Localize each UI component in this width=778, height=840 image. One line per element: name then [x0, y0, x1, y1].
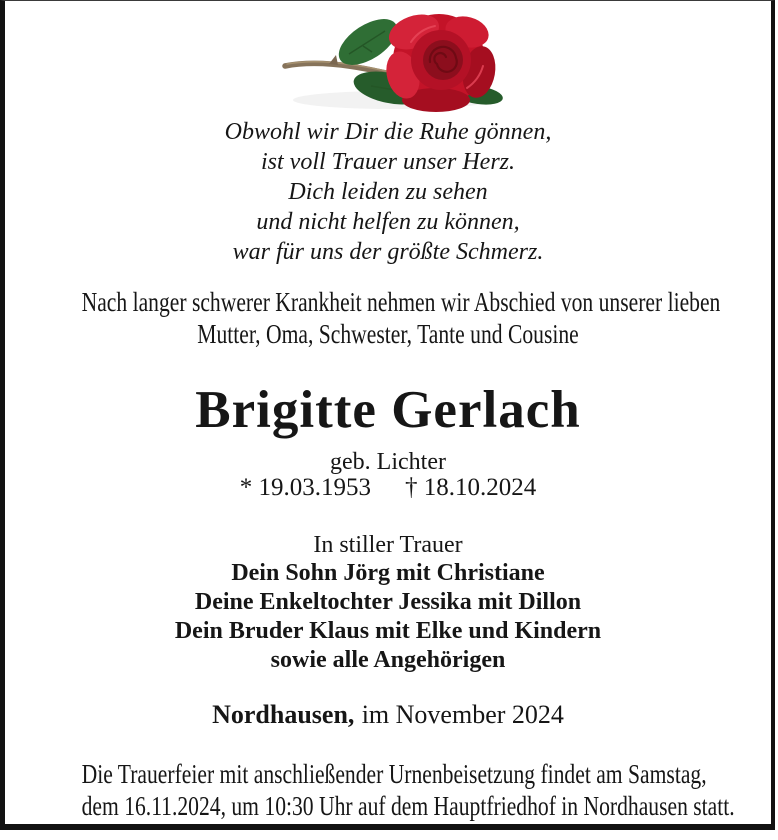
poem-line: war für uns der größte Schmerz.: [232, 239, 544, 265]
mourner-line: Dein Bruder Klaus mit Elke und Kindern: [174, 618, 602, 644]
mourner-line: Dein Sohn Jörg mit Christiane: [231, 560, 545, 586]
announcement-line: Nach langer schwerer Krankheit nehmen wir Abschied von unserer lieben: [81, 287, 721, 317]
death-date: † 18.10.2024: [405, 474, 537, 501]
poem-line: ist voll Trauer unser Herz.: [260, 149, 515, 175]
life-dates: [5, 474, 771, 502]
funeral-line: Die Trauerfeier mit anschließender Urnenbeisetzung findet am Samstag,: [81, 759, 707, 789]
birth-date: * 19.03.1953: [239, 474, 371, 501]
mourner-line: Deine Enkeltochter Jessika mit Dillon: [194, 589, 582, 615]
mourner-line: sowie alle Angehörigen: [270, 647, 506, 673]
announcement-text: [81, 286, 721, 350]
funeral-info: [81, 758, 735, 822]
poem: [5, 117, 771, 267]
poem-line: Obwohl wir Dir die Ruhe gönnen,: [224, 119, 552, 145]
announcement-line: Mutter, Oma, Schwester, Tante und Cousine: [197, 319, 579, 349]
maiden-name: geb. Lichter: [330, 449, 446, 475]
mourning-header: In stiller Trauer: [313, 532, 463, 558]
funeral-line: dem 16.11.2024, um 10:30 Uhr auf dem Hauptfriedhof in Nordhausen statt.: [81, 791, 735, 821]
notice-date: im November 2024: [361, 700, 564, 729]
poem-line: Dich leiden zu sehen: [288, 179, 488, 205]
deceased-name: Brigitte Gerlach: [195, 381, 581, 439]
rose-thorn: [329, 55, 338, 65]
rose-image-area: [5, 2, 771, 119]
place-name: Nordhausen,: [212, 700, 355, 729]
place-date-line: [5, 700, 771, 730]
poem-line: und nicht helfen zu können,: [256, 209, 520, 235]
mourners-list: [5, 559, 771, 675]
rose-image: [271, 2, 506, 114]
